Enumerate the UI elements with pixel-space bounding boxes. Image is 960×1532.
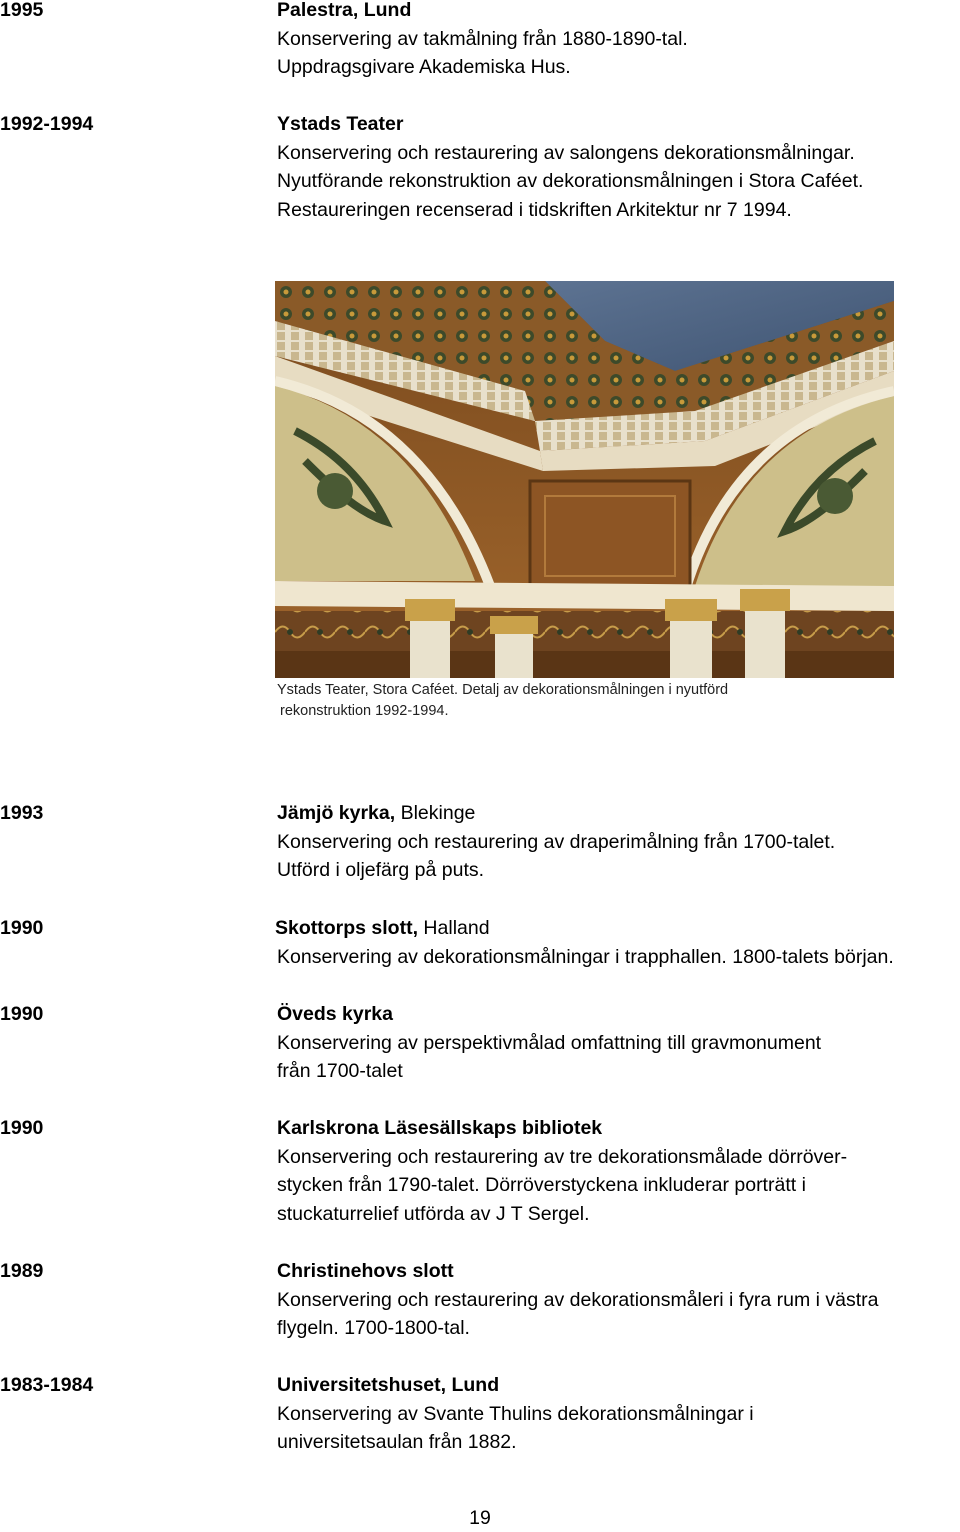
entry-content [277, 1114, 960, 1228]
entry-title: Karlskrona Läsesällskaps bibliotek [277, 1117, 603, 1139]
entry-line: Konservering av perspektivmålad omfattning till gravmonument [277, 1031, 822, 1054]
entry-line: stycken från 1790-talet. Dörröverstyckena inkluderar porträtt i [277, 1174, 806, 1197]
entry-line: Restaureringen recenserad i tidskriften Arkitektur nr 7 1994. [277, 198, 792, 221]
entry-line: från 1700-talet [277, 1060, 403, 1083]
entry-year: 1995 [0, 0, 44, 21]
entry-title: Universitetshuset, Lund [277, 1374, 500, 1396]
caption-line: rekonstruktion 1992-1994. [280, 703, 449, 719]
entry-line: Konservering av takmålning från 1880-1890-tal. [277, 27, 688, 50]
entry-title: Christinehovs slott [277, 1260, 454, 1282]
entry-line: flygeln. 1700-1800-tal. [277, 1317, 470, 1340]
entry-line: Uppdragsgivare Akademiska Hus. [277, 56, 571, 79]
entry-title-name: Skottorps slott, [275, 917, 419, 939]
entry-title [277, 799, 960, 828]
entry-line: Nyutförande rekonstruktion av dekorationsmålningen i Stora Caféet. [277, 170, 864, 193]
ceiling-painting-photo [275, 281, 894, 678]
entry-line: Konservering och restaurering av draperimålning från 1700-talet. [277, 830, 836, 853]
entry-location: Blekinge [395, 802, 476, 824]
entry-content [277, 1000, 960, 1086]
entry-line: Konservering och restaurering av tre dekorationsmålade dörröver- [277, 1145, 848, 1168]
entry-content [277, 1257, 960, 1343]
entry-year: 1989 [0, 1260, 44, 1282]
entry-line: Konservering av Svante Thulins dekorationsmålningar i [277, 1402, 754, 1425]
entry-year: 1990 [0, 1003, 44, 1025]
entry-content [277, 799, 960, 885]
entry-year: 1983-1984 [0, 1374, 94, 1396]
entry-content [277, 110, 960, 224]
caption-line: Ystads Teater, Stora Caféet. Detalj av dekorationsmålningen i nyutförd [277, 682, 729, 698]
entry-title: Öveds kyrka [277, 1003, 394, 1025]
entry-year: 1992-1994 [0, 113, 94, 135]
entry-line: universitetsaulan från 1882. [277, 1431, 517, 1454]
entry-title [275, 914, 958, 943]
entry-content [275, 914, 958, 971]
entry-content [277, 0, 960, 82]
entry-year: 1990 [0, 1117, 44, 1139]
entry-title: Ystads Teater [277, 113, 404, 135]
entry-content [277, 1371, 960, 1457]
entry-title-name: Jämjö kyrka, [277, 802, 396, 824]
entry-line: Konservering av dekorationsmålningar i trapphallen. 1800-talets början. [277, 945, 894, 968]
page-number: 19 [469, 1507, 491, 1529]
entry-line: Konservering och restaurering av salongens dekorationsmålningar. [277, 141, 855, 164]
photo-caption [277, 680, 897, 722]
entry-title: Palestra, Lund [277, 0, 412, 21]
entry-year: 1993 [0, 802, 44, 824]
entry-location: Halland [418, 917, 490, 939]
entry-year: 1990 [0, 917, 44, 939]
entry-line: Utförd i oljefärg på puts. [277, 859, 485, 882]
entry-line: Konservering och restaurering av dekorationsmåleri i fyra rum i västra [277, 1288, 879, 1311]
entry-line: stuckaturrelief utförda av J T Sergel. [277, 1202, 590, 1225]
